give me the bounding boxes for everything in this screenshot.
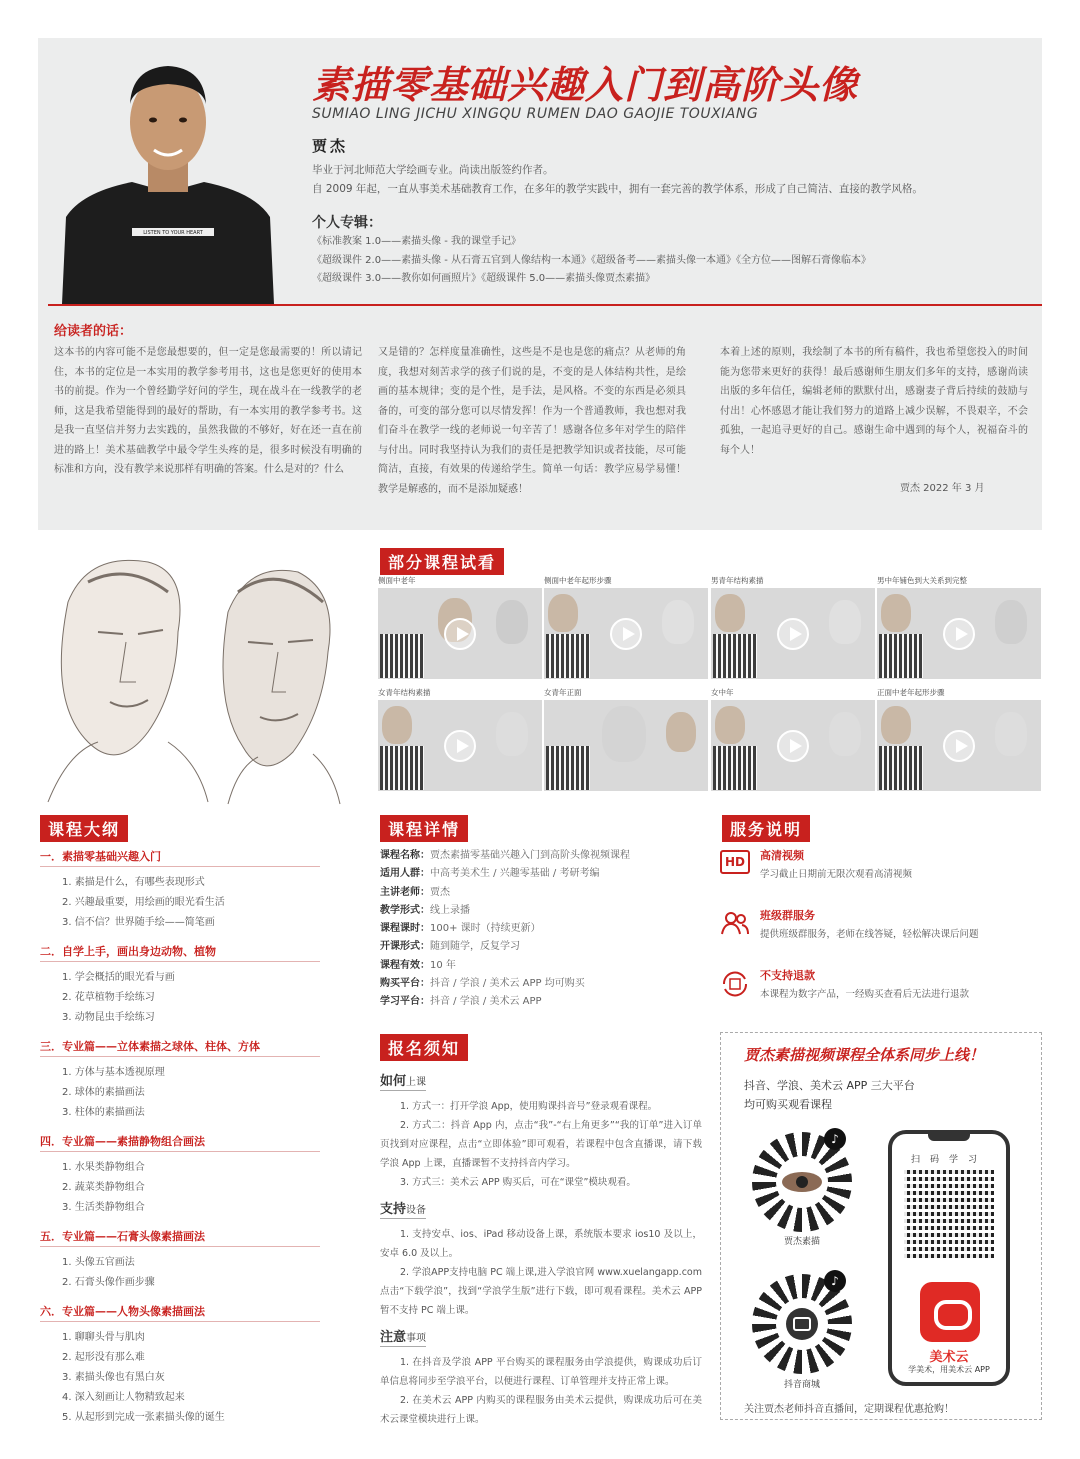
- play-icon[interactable]: [444, 730, 476, 762]
- promo-subtitle: 抖音、学浪、美术云 APP 三大平台 均可购买观看课程: [744, 1079, 915, 1111]
- outline-item: 2. 蔬菜类静物组合: [62, 1182, 145, 1193]
- notice-heading: 注意事项: [380, 1326, 426, 1347]
- tiktok-icon: ♪: [824, 1270, 846, 1292]
- outline-section: 五．专业篇——石膏头像素描画法: [40, 1228, 320, 1247]
- douyin-qr-code[interactable]: [752, 1132, 852, 1232]
- outline-item: 2. 球体的素描画法: [62, 1087, 145, 1098]
- outline-section: 三．专业篇——立体素描之球体、柱体、方体: [40, 1038, 320, 1057]
- service-item: [720, 846, 1040, 906]
- enroll-heading: 报名须知: [380, 1034, 468, 1061]
- course-outline: [40, 848, 340, 1428]
- trial-label: 正面中老年起形步骤: [877, 688, 945, 697]
- outline-item: 2. 石膏头像作画步骤: [62, 1277, 155, 1288]
- qr-code: [546, 746, 590, 790]
- trial-label: 侧面中老年: [378, 576, 416, 585]
- outline-item: 3. 生活类静物组合: [62, 1202, 145, 1213]
- hd-icon: HD: [720, 850, 750, 874]
- qr-label: 贾杰素描: [783, 1237, 820, 1247]
- enroll-text: 3. 方式三：美术云 APP 购买后，可在“课堂”模块观看。: [400, 1177, 636, 1188]
- detail-row: 课程有效：10 年: [380, 959, 456, 971]
- detail-row: 主讲老师：贾杰: [380, 886, 450, 898]
- play-icon[interactable]: [777, 730, 809, 762]
- reader-signature: 贾杰 2022 年 3 月: [900, 483, 985, 494]
- service-title: 不支持退款: [760, 969, 815, 982]
- trial-label: 男青年结构素描: [711, 576, 764, 585]
- reader-paragraph: 这本书的内容可能不是您最想要的，但一定是您最需要的！所以请记住，本书的定位是一本实用的教学参考用书，这也是您更好的使用本书的前提。作为一个曾经勤学好问的学生，现在战斗在一线教学的老师，这是我希望能得到的最好的帮助，有一本实用的教学参考书。这是我一直坚信并努力去实践的，虽然我做的不够好，好在还一直在前进的路上！美术基础教学中最令学生头疼的是，很多时候没有明确的标准和方向，没有教学来说那样有明确的答案。什么是对的？什么: [54, 347, 362, 475]
- outline-section: 四．专业篇——素描静物组合画法: [40, 1133, 320, 1152]
- qr-code: [380, 746, 424, 790]
- play-icon[interactable]: [777, 618, 809, 650]
- service-desc: 提供班级群服务，老师在线答疑，轻松解决课后问题: [760, 929, 979, 940]
- outline-item: 3. 柱体的素描画法: [62, 1107, 145, 1118]
- trial-video-card[interactable]: [711, 686, 875, 796]
- play-icon[interactable]: [943, 730, 975, 762]
- book-title: 素描零基础兴趣入门到高阶头像: [312, 63, 859, 107]
- course-details: [380, 847, 700, 1012]
- trial-label: 女中年: [711, 688, 734, 697]
- qr-code: [713, 634, 757, 678]
- enroll-text: 1. 在抖音及学浪 APP 平台购买的课程服务由学浪提供，购课成功后订单信息将同步至学浪平台，以便进行课程、订单管理并支持正常上课。: [380, 1357, 702, 1387]
- device-heading: 支持设备: [380, 1198, 426, 1219]
- column-item: 《超级课件 2.0——素描头像 - 从石膏五官到人像结构一本通》《超级备考——素描头像一本通》《全方位——图解石膏像临本》: [312, 254, 872, 266]
- service-item: [720, 966, 1040, 1026]
- divider: [48, 304, 1042, 306]
- promo-footer: 关注贾杰老师抖音直播间，定期课程优惠抢购！: [744, 1404, 954, 1415]
- reader-heading: 给读者的话：: [54, 324, 133, 339]
- phone-scan-text: 扫码学习: [910, 1155, 987, 1165]
- trial-label: 女青年结构素描: [378, 688, 431, 697]
- bio-line: 自 2009 年起，一直从事美术基础教育工作，在多年的教学实践中，拥有一套完善的教学体系，形成了自己简洁、直接的教学风格。: [312, 183, 923, 195]
- enroll-text: 2. 方式二：抖音 App 内，点击“我”-“右上角更多”“我的订单”进入订单页找到对应课程，点击“立即体验”即可观看，若课程中包含直播课，请下载学浪 App 上课，直播课暂不支持抖音内学习。: [380, 1120, 702, 1169]
- trial-video-card[interactable]: [544, 686, 708, 796]
- column-list: [312, 233, 1032, 289]
- enroll-text: 1. 支持安卓、ios、iPad 移动设备上课，系统版本要求 ios10 及以上，安卓 6.0 及以上。: [380, 1229, 702, 1259]
- qr-code: [879, 634, 923, 678]
- outline-item: 4. 深入刻画让人物精致起来: [62, 1392, 185, 1403]
- trial-grid: [378, 574, 1042, 774]
- detail-row: 课程课时：100+ 课时（持续更新）: [380, 923, 541, 935]
- play-icon[interactable]: [943, 618, 975, 650]
- detail-row: 购买平台：抖音 / 学浪 / 美术云 APP 均可购买: [380, 978, 585, 990]
- outline-item: 5. 从起形到完成一张素描头像的诞生: [62, 1412, 225, 1423]
- outline-item: 1. 水果类静物组合: [62, 1162, 145, 1173]
- detail-row: 开课形式：随到随学，反复学习: [380, 941, 520, 953]
- enroll-text: 2. 在美术云 APP 内购买的课程服务由美术云提供，购课成功后可在美术云课堂模块进行上课。: [380, 1395, 702, 1425]
- play-icon[interactable]: [444, 618, 476, 650]
- howto-heading: 如何上课: [380, 1070, 426, 1091]
- author-bio: [312, 161, 1032, 199]
- detail-row: 课程名称：贾杰素描零基础兴趣入门到高阶头像视频课程: [380, 850, 630, 861]
- trial-video-card[interactable]: [877, 686, 1041, 796]
- trial-video-card[interactable]: [711, 574, 875, 684]
- service-list: [720, 846, 1040, 1026]
- column-item: 《超级课件 3.0——教你如何画照片》《超级课件 5.0——素描头像贾杰素描》: [312, 273, 656, 284]
- reader-paragraph: 本着上述的原则，我绘制了本书的所有稿件，我也希望您投入的时间能为您带来更好的获得！最后感谢师生朋友们多年的支持，感谢尚读出版的多年信任，编辑老师的默默付出，感谢妻子背后持续的鼓励与付出！心怀感恩才能让我们努力的道路上减少误解，不畏艰辛，不会孤独，一起追寻更好的自己。感谢生命中遇到的每个人，祝福奋斗的每个人！: [720, 347, 1028, 456]
- service-desc: 学习截止日期前无限次观看高清视频: [760, 869, 913, 880]
- author-name: 贾杰: [312, 137, 349, 155]
- service-title: 高清视频: [760, 849, 804, 862]
- trial-video-card[interactable]: [877, 574, 1041, 684]
- outline-item: 2. 起形没有那么难: [62, 1352, 145, 1363]
- outline-heading: 课程大纲: [40, 815, 128, 842]
- outline-item: 1. 学会概括的眼光看与画: [62, 972, 175, 983]
- service-title: 班级群服务: [760, 909, 815, 922]
- promo-title: 贾杰素描视频课程全体系同步上线！: [744, 1046, 985, 1064]
- outline-item: 3. 动物昆虫手绘练习: [62, 1012, 155, 1023]
- qr-code: [546, 634, 590, 678]
- group-icon: [720, 910, 750, 934]
- outline-section: 六．专业篇——人物头像素描画法: [40, 1303, 320, 1322]
- tiktok-icon: ♪: [824, 1128, 846, 1150]
- column-item: 《标准教案 1.0——素描头像 - 我的课堂手记》: [312, 236, 522, 247]
- outline-item: 3. 信不信？世界随手绘——简笔画: [62, 917, 215, 928]
- trial-video-card[interactable]: [378, 574, 542, 684]
- author-portrait: [52, 42, 284, 304]
- reader-paragraph: 又是错的？怎样度量准确性，这些是不是也是您的痛点？从老师的角度，我想对刻苦求学的孩子们说的是，不变的是人体结构共性，是绘画的基本规律；变的是个性，是手法，是风格。不变的东西是必须具备的，可变的部分您可以尽情发挥！作为一个普通教师，我也想对我们奋斗在教学一线的老师说一句辛苦了！感谢各位多年对学生的陪伴与付出。同时我坚持认为我们的责任是把教学知识或者技能，尽可能简洁，直接，有效果的传递给学生。简单一句话：教学应易学易懂！教学是解惑的，而不是添加疑惑！: [378, 347, 686, 495]
- phone-mockup: [888, 1130, 1010, 1386]
- service-item: [720, 906, 1040, 966]
- cloud-app-icon[interactable]: [920, 1282, 980, 1342]
- trial-label: 男中年铺色到大关系到完整: [877, 576, 967, 585]
- column-heading: 个人专辑：: [312, 215, 382, 231]
- enroll-text: 1. 方式一：打开学浪 App，使用购课抖音号”登录观看课程。: [400, 1101, 658, 1112]
- trial-label: 侧面中老年起形步骤: [544, 576, 612, 585]
- outline-item: 1. 聊聊头骨与肌肉: [62, 1332, 145, 1343]
- trial-label: 女青年正面: [544, 688, 582, 697]
- service-desc: 本课程为数字产品，一经购买查看后无法进行退款: [760, 989, 970, 1000]
- app-slogan: 学美术，用美术云 APP: [908, 1365, 990, 1374]
- outline-item: 2. 花草植物手绘练习: [62, 992, 155, 1003]
- qr-code: [380, 634, 424, 678]
- trial-video-card[interactable]: [544, 574, 708, 684]
- qr-code: [713, 746, 757, 790]
- trial-video-card[interactable]: [378, 686, 542, 796]
- details-heading: 课程详情: [380, 815, 468, 842]
- qr-label: 抖音商城: [783, 1380, 820, 1390]
- outline-item: 1. 方体与基本透视原理: [62, 1067, 165, 1078]
- outline-item: 3. 素描头像也有黑白灰: [62, 1372, 165, 1383]
- book-title-pinyin: SUMIAO LING JICHU XINGQU RUMEN DAO GAOJIE TOUXIANG: [312, 106, 759, 122]
- app-name: 美术云: [929, 1350, 969, 1365]
- sketch-illustration: [28, 542, 348, 812]
- detail-row: 学习平台：抖音 / 学浪 / 美术云 APP: [380, 996, 542, 1008]
- outline-item: 1. 头像五官画法: [62, 1257, 135, 1268]
- outline-item: 1. 素描是什么，有哪些表现形式: [62, 877, 205, 888]
- detail-row: 教学形式：线上录播: [380, 904, 470, 916]
- outline-section: 二．自学上手，画出身边动物、植物: [40, 943, 320, 962]
- bio-line: 毕业于河北师范大学绘画专业。尚读出版签约作者。: [312, 164, 554, 176]
- shirt-text: LISTEN TO YOUR HEART: [143, 230, 203, 236]
- outline-section: 一．素描零基础兴趣入门: [40, 848, 320, 867]
- outline-item: 2. 兴趣最重要，用绘画的眼光看生活: [62, 897, 225, 908]
- qr-code: [879, 746, 923, 790]
- service-heading: 服务说明: [722, 815, 810, 842]
- douyin-mall-qr-code[interactable]: [752, 1274, 852, 1374]
- trial-heading: 部分课程试看: [380, 548, 504, 575]
- enroll-text: 2. 学浪APP支持电脑 PC 端上课,进入学浪官网 www.xuelangapp.com 点击“下载学浪”，找到“学浪学生版”进行下载，即可观看课程。美术云 APP 暂不支持 PC 端上课。: [380, 1267, 702, 1316]
- play-icon[interactable]: [610, 618, 642, 650]
- enroll-notes: [380, 1064, 702, 1429]
- refund-icon: [720, 970, 750, 994]
- detail-row: 适用人群：中高考美术生 / 兴趣零基础 / 考研考编: [380, 868, 600, 880]
